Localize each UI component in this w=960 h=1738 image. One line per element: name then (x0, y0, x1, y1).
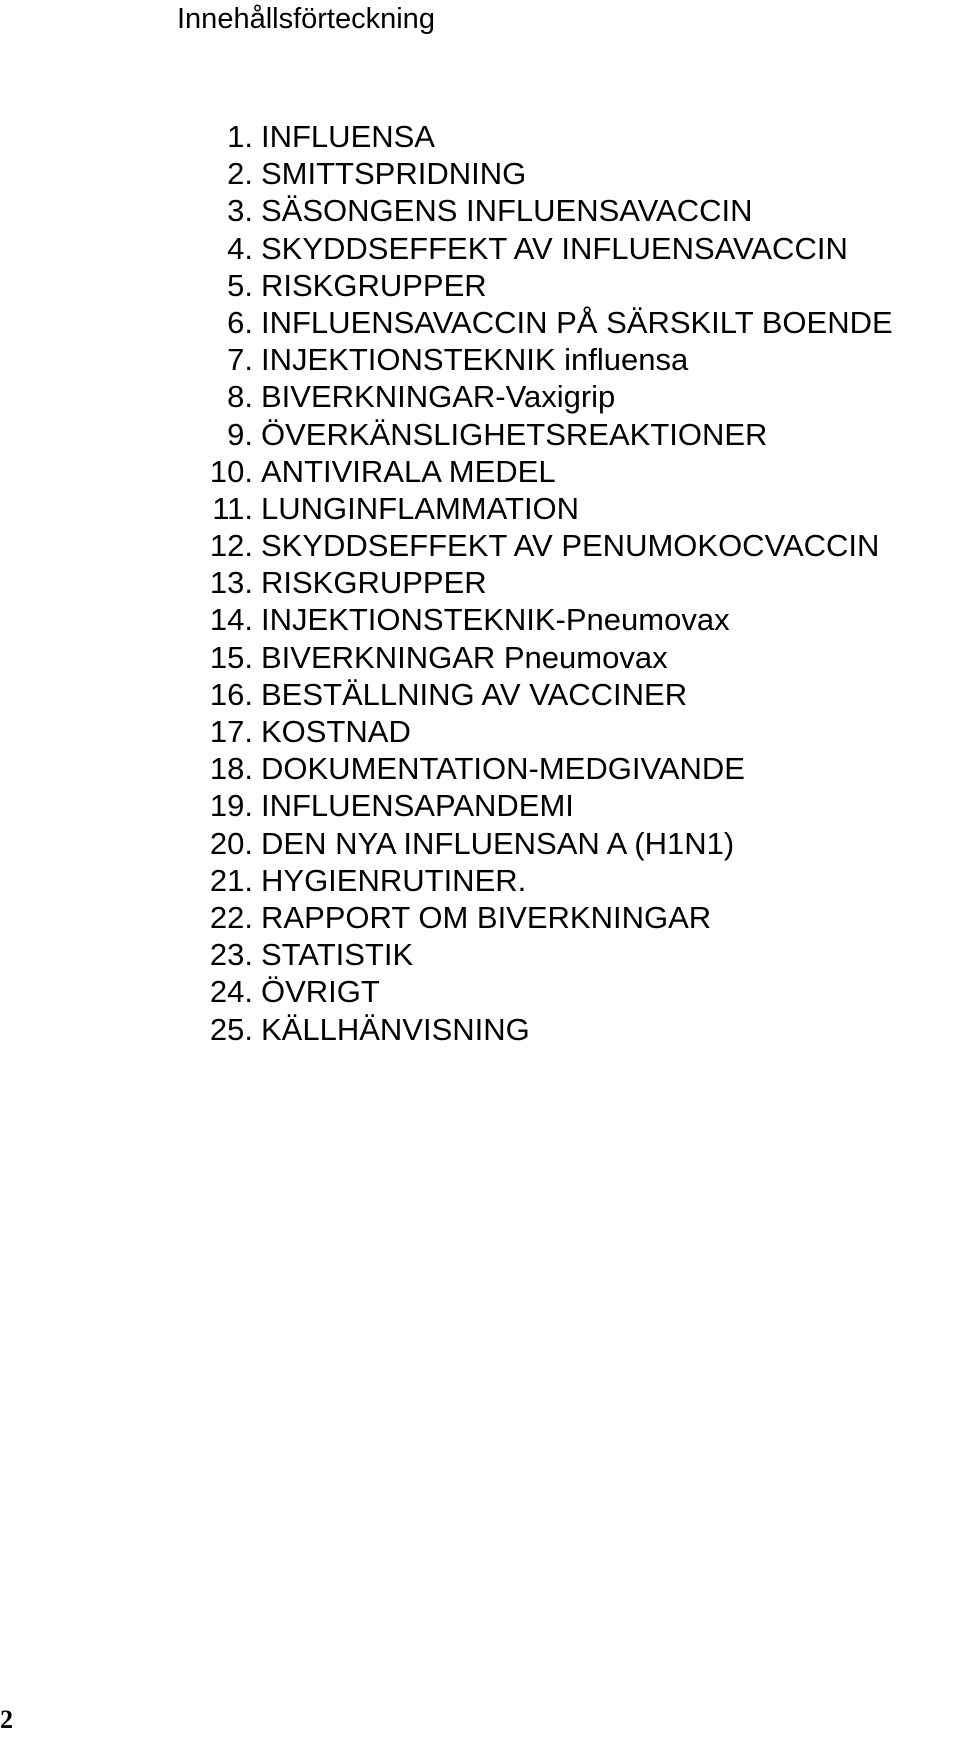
toc-entry-label: INFLUENSA (261, 119, 435, 154)
toc-entry-label: BIVERKNINGAR-Vaxigrip (261, 379, 616, 415)
toc-entry-number: 3. (227, 193, 253, 229)
toc-entry-label: SKYDDSEFFEKT AV PENUMOKOCVACCIN (261, 528, 880, 564)
toc-entry-number: 17. (209, 714, 253, 749)
toc-entry-number: 20. (209, 825, 253, 861)
toc-entry-number: 12. (209, 528, 253, 564)
toc-entry-label: ÖVERKÄNSLIGHETSREAKTIONER (261, 416, 768, 452)
toc-entry-label: HYGIENRUTINER. (261, 862, 527, 898)
page-title: Innehållsförteckning (177, 3, 435, 35)
toc-entry-number: 22. (209, 899, 253, 935)
toc-entry-number: 2. (227, 156, 253, 192)
toc-entry-number: 8. (227, 379, 253, 415)
toc-entry-number: 1. (227, 119, 253, 154)
toc-entry-label: KÄLLHÄNVISNING (261, 1011, 530, 1047)
toc-entry-number: 10. (209, 453, 253, 489)
toc-entry-label: INFLUENSAPANDEMI (261, 788, 574, 824)
toc-entry-label: RAPPORT OM BIVERKNINGAR (261, 899, 712, 935)
toc-entry-number: 15. (209, 639, 253, 675)
toc-entry-label: BIVERKNINGAR Pneumovax (261, 639, 668, 675)
toc-entry-number: 4. (227, 230, 253, 266)
toc-entry-label: KOSTNAD (261, 714, 411, 749)
toc-entry-number: 5. (227, 267, 253, 303)
toc-entry-label: INJEKTIONSTEKNIK influensa (261, 342, 689, 378)
toc-entry-label: STATISTIK (261, 937, 414, 973)
toc-entry-label: ÖVRIGT (261, 974, 380, 1010)
toc-entry-label: SKYDDSEFFEKT AV INFLUENSAVACCIN (261, 230, 848, 266)
toc-entry-number: 13. (209, 565, 253, 601)
toc-entry-label: RISKGRUPPER (261, 565, 487, 601)
toc-entry-label: INJEKTIONSTEKNIK-Pneumovax (261, 602, 730, 638)
toc-entry-number: 25. (209, 1011, 253, 1047)
toc-entry-number: 11. (212, 490, 253, 526)
toc-entry-number: 6. (227, 304, 253, 340)
toc-entry-number: 7. (227, 342, 253, 378)
toc-entry-number: 24. (209, 974, 253, 1010)
toc-entry-label: ANTIVIRALA MEDEL (261, 453, 556, 489)
toc-entry-label: BESTÄLLNING AV VACCINER (261, 676, 688, 712)
toc-entry-number: 9. (227, 416, 253, 452)
page-number: 2 (0, 1705, 13, 1734)
toc-entry-number: 14. (209, 602, 253, 638)
toc-entry-label: RISKGRUPPER (261, 267, 487, 303)
toc-entry-label: DOKUMENTATION-MEDGIVANDE (261, 751, 745, 787)
toc-entry-number: 21. (209, 862, 253, 898)
toc-entry-label: DEN NYA INFLUENSAN A (H1N1) (261, 825, 735, 861)
toc-entry-label: SMITTSPRIDNING (261, 156, 527, 192)
toc-entry-number: 19. (209, 788, 253, 824)
toc-entry-label: SÄSONGENS INFLUENSAVACCIN (261, 193, 753, 229)
toc-entry-number: 16. (209, 676, 253, 712)
toc-entry-label: INFLUENSAVACCIN PÅ SÄRSKILT BOENDE (261, 304, 893, 340)
toc-entry-number: 23. (209, 937, 253, 973)
toc-entry-number: 18. (209, 751, 253, 787)
toc-entry-label: LUNGINFLAMMATION (261, 490, 580, 526)
